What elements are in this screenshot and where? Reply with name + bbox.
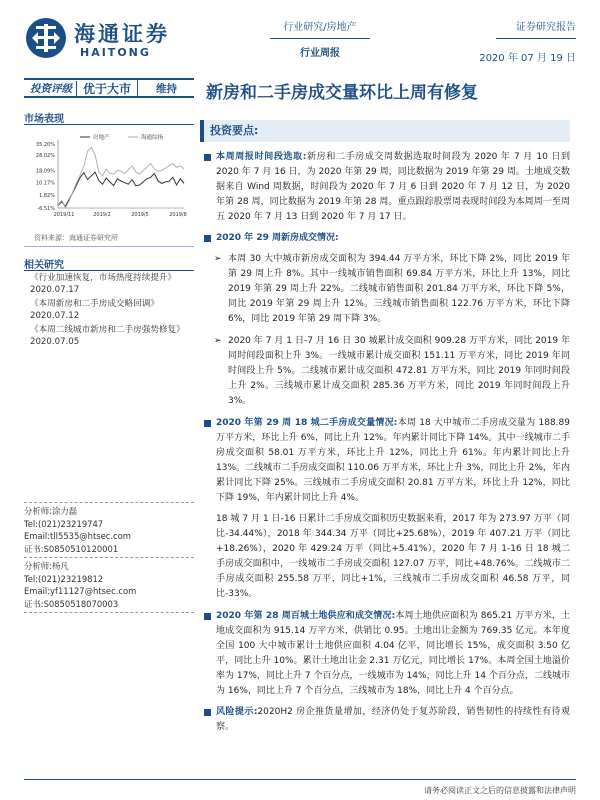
related-item-date: 2020.07.05 [30,337,80,347]
sub-point-text: 本周 30 大中城市新房成交面积为 394.44 万平方米，环比下降 2%，同比 2019 年第 29 周上升 8%。其中一线城市销售面积 69.84 万平方米，环比上升 13%，同比 2019 年第 29 周上升 22%。二线城市销售面积 201.84 万平方米，环比下降 5%，同比 2019 年第 29 周上升 12%。三线城市销售面积 122.76 万平方米，环比下降 6%，同比 2019 年第 29 周下降 3%。 [228,254,570,324]
key-point-heading: 2020 年 29 周新房成交情况: [216,233,339,243]
report-category: 行业研究/房地产 [270,18,370,39]
key-point-heading: 本周周报时间段选取: [216,152,307,162]
rating-value: 优于大市 [77,80,138,97]
divider [24,270,194,271]
y-tick-label: -6.51% [37,206,55,212]
related-item-date: 2020.07.17 [30,285,80,295]
bullet-icon [204,154,211,161]
analyst-tel: Tel:(021)23219812 [24,573,104,584]
y-tick-label: 28.02% [35,153,55,160]
report-category-block [270,18,370,59]
report-meta-block [479,18,576,64]
bullet-icon [204,613,211,620]
market-performance-chart [24,130,194,225]
y-tick-label: 18.09% [35,168,55,175]
sub-point [204,252,570,327]
haitong-logo-icon [24,16,68,60]
key-point-land [204,609,570,699]
x-tick-label: 2019/11 [53,212,75,218]
analyst-email[interactable]: Email:yf11127@htsec.com [24,586,137,596]
key-point-text: 新房和二手房成交周数据选取时间段为 2020 年 7 月 10 日到 2020 年 7 月 16 日，为 2020 年第 29 周，同比数据为 2019 年第 29 周。土地成交数据来自 Wind 周数据，时间段为 2020 年 7 月 6 日到 2020 年 7 月 12 日，为 2020 年第 28 周，同比数据为 2019 年第 28 周。重点跟踪股票周表现时间段为本周周一至周五 2020 年 7 月 13 日到 2020 年 7 月 17 日。 [216,152,570,222]
market-section-title: 市场表现 [24,114,64,125]
report-date: 2020 年 07 月 19 日 [479,53,576,64]
disclaimer-footer: 请务必阅读正文之后的信息披露和法律声明 [424,786,576,795]
key-point-risk [204,705,570,735]
analyst-name: 分析师:涂力磊 [24,506,78,516]
legend-label: 房地产 [93,135,110,141]
key-point-new-homes [204,231,570,246]
rating-label: 投资评级 [24,81,77,96]
arrow-bullet-icon: ➢ [214,336,222,346]
related-item-title[interactable]: 《本周二线城市新房和二手房强势修复》 [30,325,185,335]
investment-rating [24,78,194,98]
chart-source: 资料来源：海通证券研究所 [34,234,118,242]
series-line [58,172,184,206]
bullet-icon [204,235,211,242]
page-title: 新房和二手房成交量环比上周有修复 [206,83,478,103]
analyst-tel: Tel:(021)23219747 [24,518,104,529]
y-tick-label: 10.17% [35,180,55,187]
bullet-icon [204,709,211,716]
arrow-bullet-icon: ➢ [214,254,222,264]
divider [24,124,194,125]
logo-chinese: 海通证券 [74,21,170,46]
sub-point [204,334,570,409]
y-tick-label: 35.20% [35,142,55,148]
divider [24,779,576,780]
sub-point-text: 2020 年 7 月 1 日-7 月 16 日 30 城累计成交面积 909.28 万平方米，同比 2019 年同时间段面积上升 3%。一线城市累计成交面积 151.11 万平方米，同比 2019 年同时间段上升 5%。二线城市累计成交面积 472.81 万平方米，同比 2019 年同时间段上升 2%。三线城市累计成交面积 285.36 万平方米，同比 2019 年同时间段上升 3%。 [228,336,570,406]
bullet-icon [204,420,211,427]
report-type: 行业周报 [300,48,340,59]
related-item-title[interactable]: 《行业加速恢复，市场热度持续提升》 [30,273,177,283]
related-item-title[interactable]: 《本周新房和二手房成交略回调》 [30,299,159,309]
x-tick-label: 2019/8 [169,212,187,218]
key-point-text: 本周土地供应面积为 865.21 万平方米，土地成交面积为 915.14 万平方米，供销比 0.95。土地出让金额为 769.35 亿元。本年度全国 100 大中城市累计土地供应面积 4.04 亿平，同比增长 15%，成交面积 3.50 亿平，同比上升 10%。累计土地出让金 2.31 万亿元，同比增长 17%。本周全国土地溢价率为 17%，同比上升 7 个百分点，一线城市为 14%，同比上升 14 个百分点，二线城市为 16%，同比上升 7 个百分点，三线城市为 18%，同比上升 4 个百分点。 [216,611,571,696]
analyst-name: 分析师:杨凡 [24,561,69,571]
related-research-list [30,272,196,350]
doc-type: 证券研究报告 [496,18,576,39]
key-point-history: 18 城 7 月 1 日-16 日累计二手房成交面积历史数据来看，2017 年为 273.97 万平（同比-34.44%），2018 年 344.34 万平（同比+25.68%），2019 年 407.21 万平（同比+18.26%），2020 年 429.24 万平（同比+5.41%），2020 年 7 月 1-16 日 18 城二手房成交面积中，一线城市二手房成交面积 127.07 万平，同比+48.76%。二线城市二手房成交面积 255.58 万平，同比+1%，三线城市二手房成交面积 46.58 万平，同比-33%。 [216,514,570,599]
rating-action: 维持 [156,82,178,95]
key-point-period [204,150,570,225]
key-point-text: 2020H2 房企推货量增加，经济仍处于复苏阶段，销售韧性的持续性有待观察。 [216,707,570,732]
y-tick-label: 1.82% [39,193,55,200]
analyst-cert: 证书:S0850510120001 [24,543,119,554]
analyst-info [24,500,194,615]
divider [24,246,194,247]
related-item-date: 2020.07.12 [30,311,80,321]
report-body [204,150,570,741]
legend-label: 海通综指 [141,135,164,141]
analyst-cert: 证书:S0850518070003 [24,598,119,609]
key-point-second-hand [204,416,570,506]
key-point-heading: 2020 年第 28 周百城土地供应和成交情况: [216,611,396,621]
x-tick-label: 2019/5 [131,212,149,218]
key-point-heading: 2020 年第 29 周 18 城二手房成交量情况: [216,418,398,428]
series-line [58,147,184,208]
divider [24,612,194,615]
company-logo [24,16,204,62]
key-point-text: 本周 18 大中城市二手房成交量为 188.89 万平方米，环比上升 6%，同比上升 12%。年内累计同比下降 14%。其中一线城市二手房成交面积 58.01 万平方米，环比上升 12%，同比上升 61%。年内累计同比上升 13%。二线城市二手房成交面积 110.06 万平方米，环比上升 3%，同比上升 2%，年内累计同比下降 25%。三线城市二手房成交面积 20.81 万平方米，环比上升 12%，同比下降 19%，年内累计同比上升 4%。 [216,418,570,503]
logo-english: HAITONG [80,46,151,59]
analyst-email[interactable]: Email:tll5535@htsec.com [24,531,131,541]
x-tick-label: 2019/2 [93,212,111,218]
key-point-heading: 风险提示: [216,707,258,717]
key-points-header: 投资要点: [200,120,570,142]
related-section-title: 相关研究 [24,260,64,271]
